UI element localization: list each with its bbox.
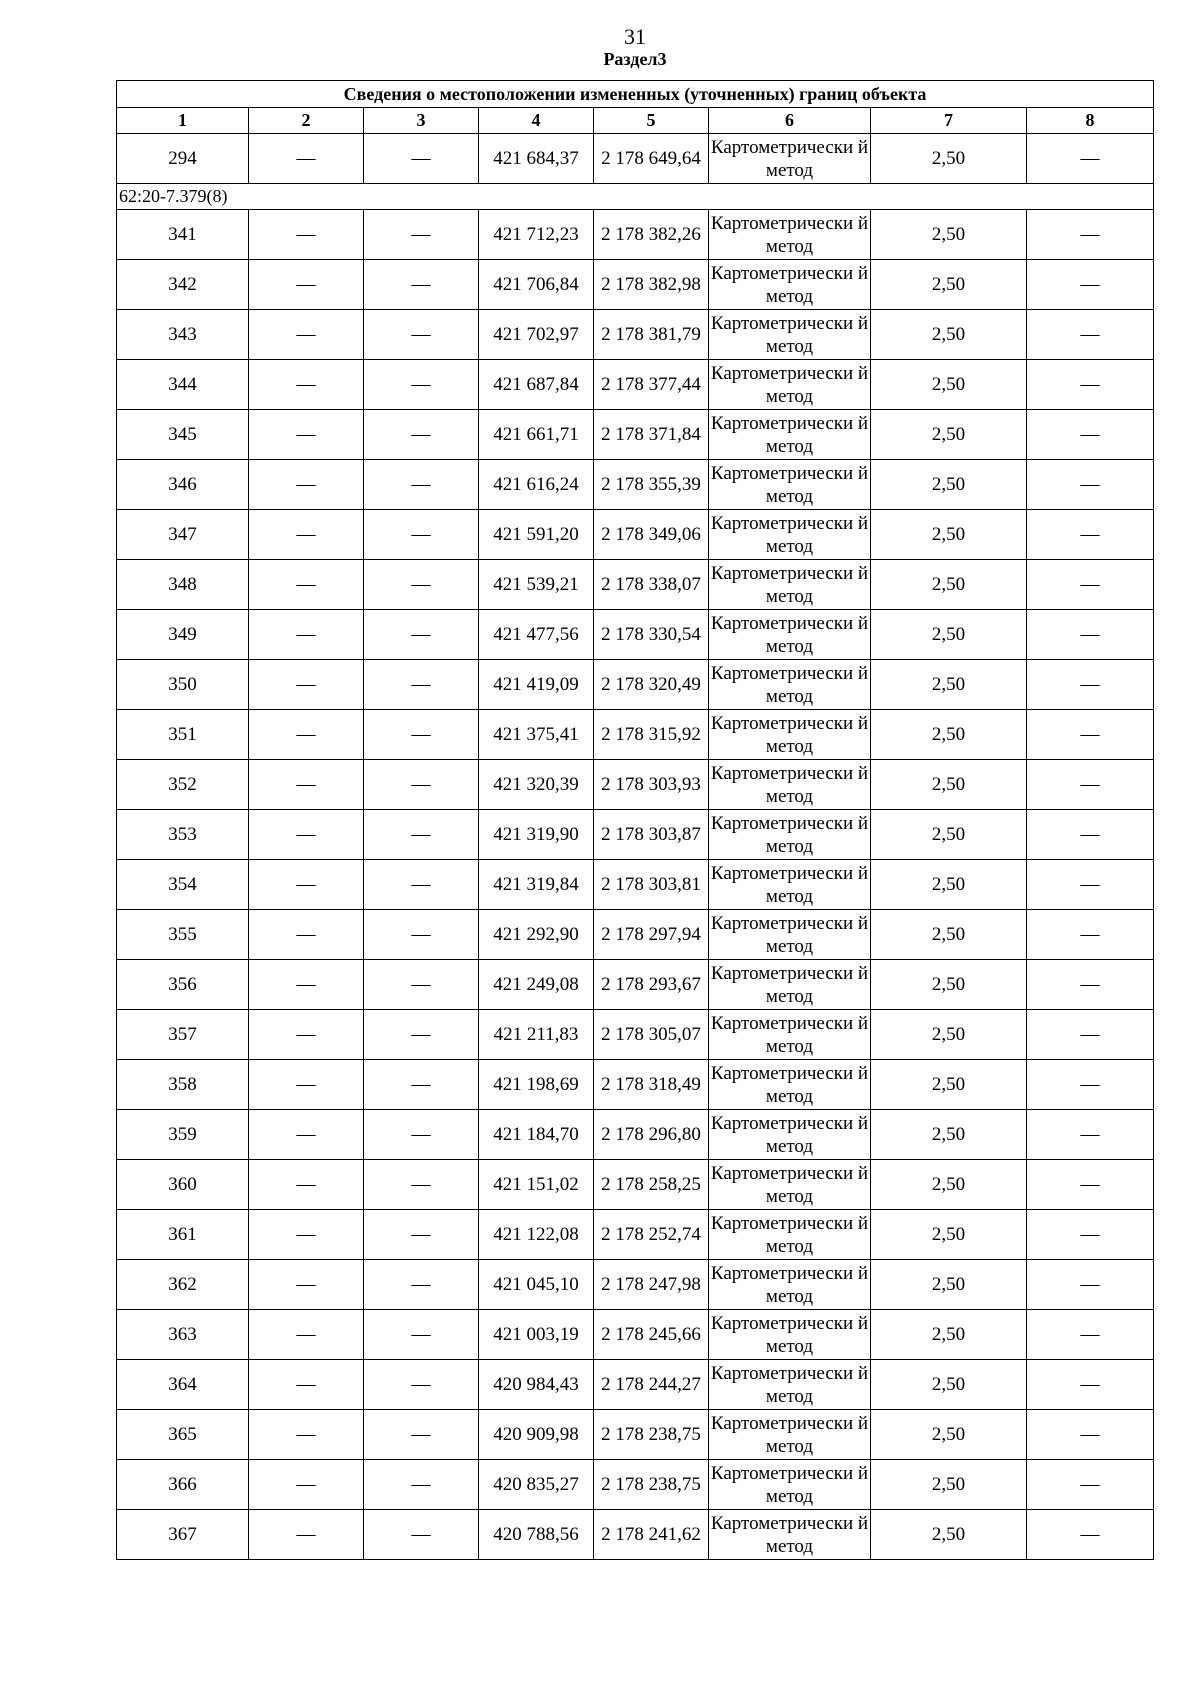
method-cell: Картометрически й метод [709, 1460, 871, 1510]
method-cell: Картометрически й метод [709, 460, 871, 510]
old-y-cell: — [364, 860, 479, 910]
point-number-cell: 345 [117, 410, 249, 460]
description-cell: — [1027, 260, 1154, 310]
y-coordinate-cell: 2 178 349,06 [594, 510, 709, 560]
table-row [117, 1060, 1154, 1110]
old-x-cell: — [249, 710, 364, 760]
section-title: Раздел3 [603, 49, 667, 69]
y-coordinate-cell: 2 178 238,75 [594, 1460, 709, 1510]
old-x-cell: — [249, 910, 364, 960]
y-coordinate-cell: 2 178 303,87 [594, 810, 709, 860]
x-coordinate-cell: 421 591,20 [479, 510, 594, 560]
old-x-cell: — [249, 760, 364, 810]
method-cell: Картометрически й метод [709, 660, 871, 710]
old-y-cell: — [364, 310, 479, 360]
column-number: 6 [709, 108, 871, 134]
y-coordinate-cell: 2 178 318,49 [594, 1060, 709, 1110]
y-coordinate-cell: 2 178 296,80 [594, 1110, 709, 1160]
point-number-cell: 343 [117, 310, 249, 360]
point-number-cell: 352 [117, 760, 249, 810]
description-cell: — [1027, 1010, 1154, 1060]
y-coordinate-cell: 2 178 303,93 [594, 760, 709, 810]
x-coordinate-cell: 421 292,90 [479, 910, 594, 960]
description-cell: — [1027, 560, 1154, 610]
boundary-coordinates-table [116, 80, 1154, 1560]
y-coordinate-cell: 2 178 305,07 [594, 1010, 709, 1060]
point-number-cell: 360 [117, 1160, 249, 1210]
method-cell: Картометрически й метод [709, 1210, 871, 1260]
x-coordinate-cell: 421 320,39 [479, 760, 594, 810]
old-y-cell: — [364, 660, 479, 710]
method-cell: Картометрически й метод [709, 960, 871, 1010]
y-coordinate-cell: 2 178 338,07 [594, 560, 709, 610]
old-x-cell: — [249, 134, 364, 184]
column-number: 2 [249, 108, 364, 134]
old-y-cell: — [364, 960, 479, 1010]
table-row [117, 860, 1154, 910]
accuracy-cell: 2,50 [871, 960, 1027, 1010]
old-y-cell: — [364, 760, 479, 810]
accuracy-cell: 2,50 [871, 310, 1027, 360]
old-y-cell: — [364, 460, 479, 510]
old-y-cell: — [364, 260, 479, 310]
accuracy-cell: 2,50 [871, 1460, 1027, 1510]
table-row [117, 560, 1154, 610]
table-body [117, 134, 1154, 1560]
x-coordinate-cell: 421 003,19 [479, 1310, 594, 1360]
x-coordinate-cell: 421 375,41 [479, 710, 594, 760]
description-cell: — [1027, 860, 1154, 910]
old-x-cell: — [249, 210, 364, 260]
accuracy-cell: 2,50 [871, 1360, 1027, 1410]
description-cell: — [1027, 610, 1154, 660]
table-row [117, 610, 1154, 660]
table-row [117, 134, 1154, 184]
column-number-row [117, 108, 1154, 134]
y-coordinate-cell: 2 178 377,44 [594, 360, 709, 410]
x-coordinate-cell: 421 684,37 [479, 134, 594, 184]
accuracy-cell: 2,50 [871, 760, 1027, 810]
y-coordinate-cell: 2 178 649,64 [594, 134, 709, 184]
table-row [117, 760, 1154, 810]
description-cell: — [1027, 1410, 1154, 1460]
group-header-row [117, 184, 1154, 210]
point-number-cell: 348 [117, 560, 249, 610]
table-row [117, 810, 1154, 860]
old-x-cell: — [249, 1310, 364, 1360]
description-cell: — [1027, 210, 1154, 260]
y-coordinate-cell: 2 178 241,62 [594, 1510, 709, 1560]
point-number-cell: 362 [117, 1260, 249, 1310]
old-y-cell: — [364, 1160, 479, 1210]
accuracy-cell: 2,50 [871, 1410, 1027, 1460]
x-coordinate-cell: 421 249,08 [479, 960, 594, 1010]
x-coordinate-cell: 421 211,83 [479, 1010, 594, 1060]
old-x-cell: — [249, 410, 364, 460]
x-coordinate-cell: 420 909,98 [479, 1410, 594, 1460]
x-coordinate-cell: 421 198,69 [479, 1060, 594, 1110]
old-y-cell: — [364, 1510, 479, 1560]
method-cell: Картометрически й метод [709, 260, 871, 310]
column-number: 8 [1027, 108, 1154, 134]
y-coordinate-cell: 2 178 330,54 [594, 610, 709, 660]
old-y-cell: — [364, 610, 479, 660]
table-row [117, 1160, 1154, 1210]
table-row [117, 510, 1154, 560]
table-row [117, 310, 1154, 360]
method-cell: Картометрически й метод [709, 810, 871, 860]
description-cell: — [1027, 1260, 1154, 1310]
old-x-cell: — [249, 1360, 364, 1410]
accuracy-cell: 2,50 [871, 810, 1027, 860]
old-x-cell: — [249, 310, 364, 360]
point-number-cell: 346 [117, 460, 249, 510]
x-coordinate-cell: 421 184,70 [479, 1110, 594, 1160]
old-y-cell: — [364, 1010, 479, 1060]
accuracy-cell: 2,50 [871, 1210, 1027, 1260]
accuracy-cell: 2,50 [871, 1110, 1027, 1160]
old-y-cell: — [364, 1310, 479, 1360]
table-title-row [117, 81, 1154, 108]
description-cell: — [1027, 960, 1154, 1010]
point-number-cell: 359 [117, 1110, 249, 1160]
old-x-cell: — [249, 1060, 364, 1110]
method-cell: Картометрически й метод [709, 560, 871, 610]
old-y-cell: — [364, 360, 479, 410]
point-number-cell: 365 [117, 1410, 249, 1460]
description-cell: — [1027, 360, 1154, 410]
point-number-cell: 354 [117, 860, 249, 910]
table-row [117, 410, 1154, 460]
y-coordinate-cell: 2 178 382,98 [594, 260, 709, 310]
x-coordinate-cell: 421 419,09 [479, 660, 594, 710]
point-number-cell: 358 [117, 1060, 249, 1110]
old-y-cell: — [364, 1060, 479, 1110]
method-cell: Картометрически й метод [709, 1060, 871, 1110]
old-y-cell: — [364, 810, 479, 860]
table-row [117, 910, 1154, 960]
y-coordinate-cell: 2 178 247,98 [594, 1260, 709, 1310]
old-x-cell: — [249, 1460, 364, 1510]
old-y-cell: — [364, 410, 479, 460]
y-coordinate-cell: 2 178 355,39 [594, 460, 709, 510]
accuracy-cell: 2,50 [871, 660, 1027, 710]
y-coordinate-cell: 2 178 297,94 [594, 910, 709, 960]
x-coordinate-cell: 421 151,02 [479, 1160, 594, 1210]
old-y-cell: — [364, 910, 479, 960]
description-cell: — [1027, 760, 1154, 810]
old-x-cell: — [249, 1260, 364, 1310]
point-number-cell: 350 [117, 660, 249, 710]
y-coordinate-cell: 2 178 258,25 [594, 1160, 709, 1210]
old-x-cell: — [249, 510, 364, 560]
x-coordinate-cell: 421 045,10 [479, 1260, 594, 1310]
old-y-cell: — [364, 1410, 479, 1460]
y-coordinate-cell: 2 178 244,27 [594, 1360, 709, 1410]
table-row [117, 960, 1154, 1010]
description-cell: — [1027, 510, 1154, 560]
y-coordinate-cell: 2 178 381,79 [594, 310, 709, 360]
description-cell: — [1027, 1460, 1154, 1510]
old-x-cell: — [249, 1010, 364, 1060]
x-coordinate-cell: 421 687,84 [479, 360, 594, 410]
accuracy-cell: 2,50 [871, 510, 1027, 560]
old-y-cell: — [364, 710, 479, 760]
method-cell: Картометрически й метод [709, 1410, 871, 1460]
y-coordinate-cell: 2 178 238,75 [594, 1410, 709, 1460]
accuracy-cell: 2,50 [871, 410, 1027, 460]
old-x-cell: — [249, 1160, 364, 1210]
old-y-cell: — [364, 1260, 479, 1310]
accuracy-cell: 2,50 [871, 1310, 1027, 1360]
accuracy-cell: 2,50 [871, 1160, 1027, 1210]
description-cell: — [1027, 660, 1154, 710]
table-row [117, 1360, 1154, 1410]
accuracy-cell: 2,50 [871, 134, 1027, 184]
old-y-cell: — [364, 134, 479, 184]
old-y-cell: — [364, 210, 479, 260]
old-y-cell: — [364, 1210, 479, 1260]
accuracy-cell: 2,50 [871, 460, 1027, 510]
method-cell: Картометрически й метод [709, 310, 871, 360]
old-x-cell: — [249, 260, 364, 310]
table-row [117, 210, 1154, 260]
y-coordinate-cell: 2 178 320,49 [594, 660, 709, 710]
y-coordinate-cell: 2 178 293,67 [594, 960, 709, 1010]
table-row [117, 1410, 1154, 1460]
x-coordinate-cell: 421 712,23 [479, 210, 594, 260]
table-row [117, 1010, 1154, 1060]
accuracy-cell: 2,50 [871, 1010, 1027, 1060]
description-cell: — [1027, 1110, 1154, 1160]
description-cell: — [1027, 1360, 1154, 1410]
description-cell: — [1027, 810, 1154, 860]
y-coordinate-cell: 2 178 371,84 [594, 410, 709, 460]
x-coordinate-cell: 421 661,71 [479, 410, 594, 460]
column-number: 5 [594, 108, 709, 134]
accuracy-cell: 2,50 [871, 210, 1027, 260]
table-row [117, 1210, 1154, 1260]
old-x-cell: — [249, 610, 364, 660]
x-coordinate-cell: 421 702,97 [479, 310, 594, 360]
old-x-cell: — [249, 1110, 364, 1160]
old-x-cell: — [249, 860, 364, 910]
description-cell: — [1027, 1060, 1154, 1110]
method-cell: Картометрически й метод [709, 1010, 871, 1060]
old-y-cell: — [364, 1110, 479, 1160]
method-cell: Картометрически й метод [709, 134, 871, 184]
x-coordinate-cell: 420 984,43 [479, 1360, 594, 1410]
old-x-cell: — [249, 960, 364, 1010]
table-row [117, 1110, 1154, 1160]
accuracy-cell: 2,50 [871, 560, 1027, 610]
method-cell: Картометрически й метод [709, 1310, 871, 1360]
y-coordinate-cell: 2 178 252,74 [594, 1210, 709, 1260]
accuracy-cell: 2,50 [871, 360, 1027, 410]
y-coordinate-cell: 2 178 382,26 [594, 210, 709, 260]
method-cell: Картометрически й метод [709, 710, 871, 760]
method-cell: Картометрически й метод [709, 1510, 871, 1560]
y-coordinate-cell: 2 178 303,81 [594, 860, 709, 910]
column-number: 7 [871, 108, 1027, 134]
old-x-cell: — [249, 810, 364, 860]
point-number-cell: 355 [117, 910, 249, 960]
point-number-cell: 351 [117, 710, 249, 760]
page-number: 31 [624, 24, 646, 49]
description-cell: — [1027, 410, 1154, 460]
point-number-cell: 357 [117, 1010, 249, 1060]
table-row [117, 460, 1154, 510]
x-coordinate-cell: 420 788,56 [479, 1510, 594, 1560]
old-x-cell: — [249, 660, 364, 710]
description-cell: — [1027, 1160, 1154, 1210]
accuracy-cell: 2,50 [871, 910, 1027, 960]
point-number-cell: 361 [117, 1210, 249, 1260]
old-x-cell: — [249, 460, 364, 510]
table-row [117, 360, 1154, 410]
point-number-cell: 342 [117, 260, 249, 310]
old-y-cell: — [364, 510, 479, 560]
description-cell: — [1027, 1210, 1154, 1260]
old-x-cell: — [249, 560, 364, 610]
point-number-cell: 366 [117, 1460, 249, 1510]
column-number: 3 [364, 108, 479, 134]
method-cell: Картометрически й метод [709, 610, 871, 660]
point-number-cell: 356 [117, 960, 249, 1010]
point-number-cell: 341 [117, 210, 249, 260]
method-cell: Картометрически й метод [709, 1110, 871, 1160]
y-coordinate-cell: 2 178 315,92 [594, 710, 709, 760]
cadastral-group-label: 62:20-7.379(8) [117, 184, 1154, 210]
table-row [117, 660, 1154, 710]
old-y-cell: — [364, 1460, 479, 1510]
column-number: 1 [117, 108, 249, 134]
old-y-cell: — [364, 560, 479, 610]
method-cell: Картометрически й метод [709, 210, 871, 260]
point-number-cell: 364 [117, 1360, 249, 1410]
description-cell: — [1027, 1510, 1154, 1560]
point-number-cell: 349 [117, 610, 249, 660]
description-cell: — [1027, 134, 1154, 184]
description-cell: — [1027, 310, 1154, 360]
method-cell: Картометрически й метод [709, 760, 871, 810]
method-cell: Картометрически й метод [709, 360, 871, 410]
x-coordinate-cell: 421 319,84 [479, 860, 594, 910]
point-number-cell: 367 [117, 1510, 249, 1560]
accuracy-cell: 2,50 [871, 1260, 1027, 1310]
description-cell: — [1027, 910, 1154, 960]
description-cell: — [1027, 1310, 1154, 1360]
table-row [117, 1310, 1154, 1360]
old-x-cell: — [249, 1210, 364, 1260]
method-cell: Картометрически й метод [709, 410, 871, 460]
old-x-cell: — [249, 1410, 364, 1460]
accuracy-cell: 2,50 [871, 860, 1027, 910]
table-row [117, 1260, 1154, 1310]
table-title: Сведения о местоположении измененных (уточненных) границ объекта [117, 81, 1154, 108]
table-row [117, 710, 1154, 760]
description-cell: — [1027, 460, 1154, 510]
table-row [117, 1460, 1154, 1510]
table-row [117, 260, 1154, 310]
method-cell: Картометрически й метод [709, 1260, 871, 1310]
point-number-cell: 344 [117, 360, 249, 410]
table-row [117, 1510, 1154, 1560]
point-number-cell: 294 [117, 134, 249, 184]
method-cell: Картометрически й метод [709, 1360, 871, 1410]
x-coordinate-cell: 421 122,08 [479, 1210, 594, 1260]
method-cell: Картометрически й метод [709, 860, 871, 910]
x-coordinate-cell: 421 477,56 [479, 610, 594, 660]
point-number-cell: 347 [117, 510, 249, 560]
description-cell: — [1027, 710, 1154, 760]
method-cell: Картометрически й метод [709, 1160, 871, 1210]
x-coordinate-cell: 421 539,21 [479, 560, 594, 610]
x-coordinate-cell: 420 835,27 [479, 1460, 594, 1510]
accuracy-cell: 2,50 [871, 710, 1027, 760]
accuracy-cell: 2,50 [871, 610, 1027, 660]
x-coordinate-cell: 421 616,24 [479, 460, 594, 510]
point-number-cell: 363 [117, 1310, 249, 1360]
method-cell: Картометрически й метод [709, 910, 871, 960]
old-y-cell: — [364, 1360, 479, 1410]
accuracy-cell: 2,50 [871, 260, 1027, 310]
x-coordinate-cell: 421 706,84 [479, 260, 594, 310]
method-cell: Картометрически й метод [709, 510, 871, 560]
old-x-cell: — [249, 1510, 364, 1560]
old-x-cell: — [249, 360, 364, 410]
column-number: 4 [479, 108, 594, 134]
accuracy-cell: 2,50 [871, 1060, 1027, 1110]
point-number-cell: 353 [117, 810, 249, 860]
y-coordinate-cell: 2 178 245,66 [594, 1310, 709, 1360]
x-coordinate-cell: 421 319,90 [479, 810, 594, 860]
accuracy-cell: 2,50 [871, 1510, 1027, 1560]
